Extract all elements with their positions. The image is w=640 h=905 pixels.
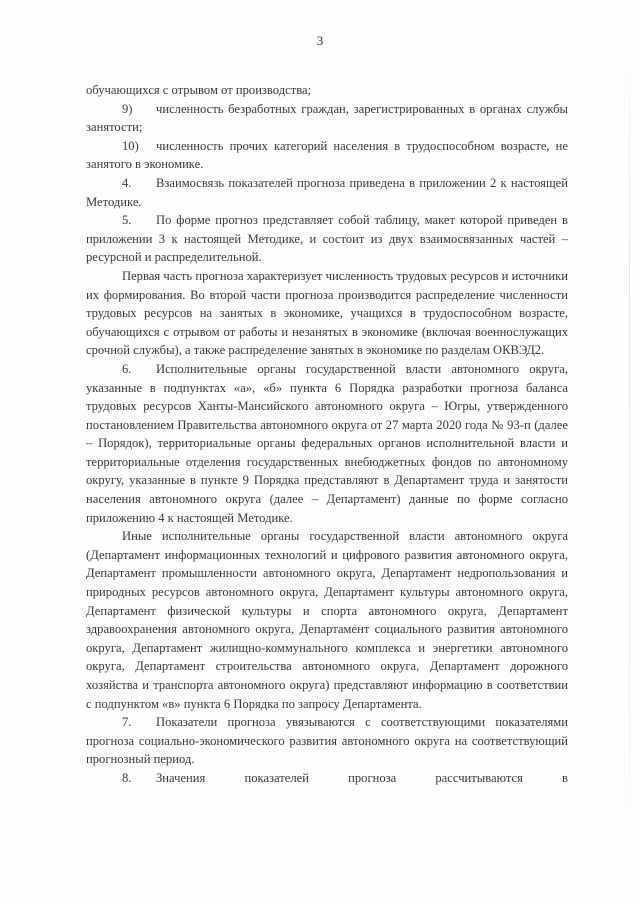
- document-body: [86, 81, 568, 788]
- paragraph: Первая часть прогноза характеризует численность трудовых ресурсов и источники их формирования. Во второй части прогноза производится распределение численности трудовых ресурсов на занятых в экономике, учащихся в трудоспособном возрасте, обучающихся с отрывом от работы и незанятых в экономике (включая военнослужащих срочной службы), а также распределение занятых в экономике по разделам ОКВЭД2.: [86, 268, 568, 358]
- clause-7: 7. Показатели прогноза увязываются с соответствующими показателями прогноза социально-экономического развития автономного округа на соответствующий прогнозный период.: [86, 715, 568, 767]
- clause-5: 5. По форме прогноз представляет собой таблицу, макет которой приведен в приложении 3 к настоящей Методике, и состоит из двух взаимосвязанных частей – ресурсной и распределительной.: [86, 213, 568, 265]
- list-item-10: 10) численность прочих категорий населения в трудоспособном возрасте, не занятого в экономике.: [86, 138, 568, 172]
- page-number: 3: [316, 33, 324, 48]
- list-item-9: 9) численность безработных граждан, зарегистрированных в органах службы занятости;: [86, 101, 568, 135]
- paragraph: обучающихся с отрывом от производства;: [86, 83, 312, 97]
- paragraph: Иные исполнительные органы государственной власти автономного округа (Департамент информационных технологий и цифрового развития автономного округа, Департамент промышленности автономного округа, Департамент недропользования и природных ресурсов автономного округа, Департамент культуры автономного округа, Департамент физической культуры и спорта автономного округа, Департамент здравоохранения автономного округа, Департамент социального развития автономного округа, Департамент жилищно-коммунального комплекса и энергетики автономного округа, Департамент строительства автономного округа, Департамент дорожного хозяйства и транспорта автономного округа) представляют информацию в соответствии с подпунктом «в» пункта 6 Порядка по запросу Департамента.: [86, 529, 568, 711]
- clause-4: 4. Взаимосвязь показателей прогноза приведена в приложении 2 к настоящей Методике.: [86, 175, 568, 209]
- clause-6: 6. Исполнительные органы государственной власти автономного округа, указанные в подпунктах «а», «б» пункта 6 Порядка разработки прогноза баланса трудовых ресурсов Ханты-Мансийского автономного округа – Югры, утвержденного постановлением Правительства автономного округа от 27 марта 2020 года № 93-п (далее – Порядок), территориальные органы федеральных органов исполнительной власти и территориальные отделения государственных внебюджетных фондов по автономному округу, указанные в пункте 9 Порядка представляют в Департамент труда и занятости населения автономного округа (далее – Департамент) данные по форме согласно приложению 4 к настоящей Методике.: [86, 361, 568, 525]
- scan-edge: [629, 0, 630, 905]
- clause-8: 8. Значения показателей прогноза рассчитываются в: [122, 770, 568, 785]
